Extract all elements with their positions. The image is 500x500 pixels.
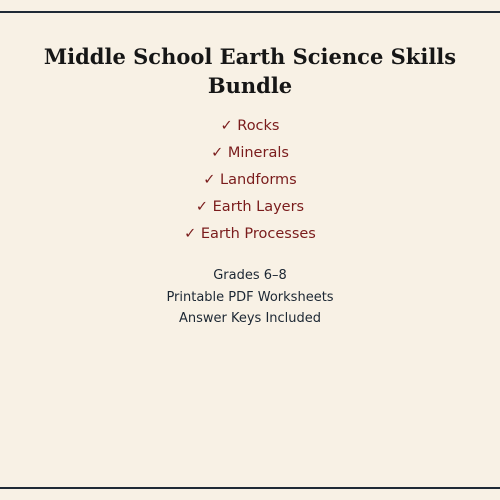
- check-icon: ✓: [220, 118, 233, 134]
- product-details: [0, 265, 500, 330]
- grade-level-text: Grades 6–8: [213, 268, 287, 283]
- format-text: Printable PDF Worksheets: [166, 289, 334, 305]
- check-icon: ✓: [211, 145, 224, 161]
- topic-label: Earth Processes: [200, 226, 316, 242]
- topic-label: Rocks: [237, 118, 280, 134]
- document-title: Middle School Earth Science Skills Bundle: [43, 44, 457, 98]
- check-icon: ✓: [184, 226, 197, 242]
- topic-label: Landforms: [220, 172, 297, 188]
- topic-item: [0, 113, 500, 140]
- topic-item: [0, 194, 500, 221]
- document-content: [0, 42, 500, 330]
- check-icon: ✓: [203, 172, 216, 188]
- topic-item: [0, 167, 500, 194]
- topic-item: [0, 221, 500, 248]
- topic-label: Minerals: [227, 145, 289, 161]
- top-border-rule: [0, 11, 500, 13]
- check-icon: ✓: [195, 199, 209, 215]
- answer-keys-text: Answer Keys Included: [178, 311, 322, 326]
- topic-checklist: [0, 113, 500, 248]
- topic-label: Earth Layers: [212, 199, 305, 215]
- bottom-border-rule: [0, 487, 500, 489]
- topic-item: [0, 140, 500, 167]
